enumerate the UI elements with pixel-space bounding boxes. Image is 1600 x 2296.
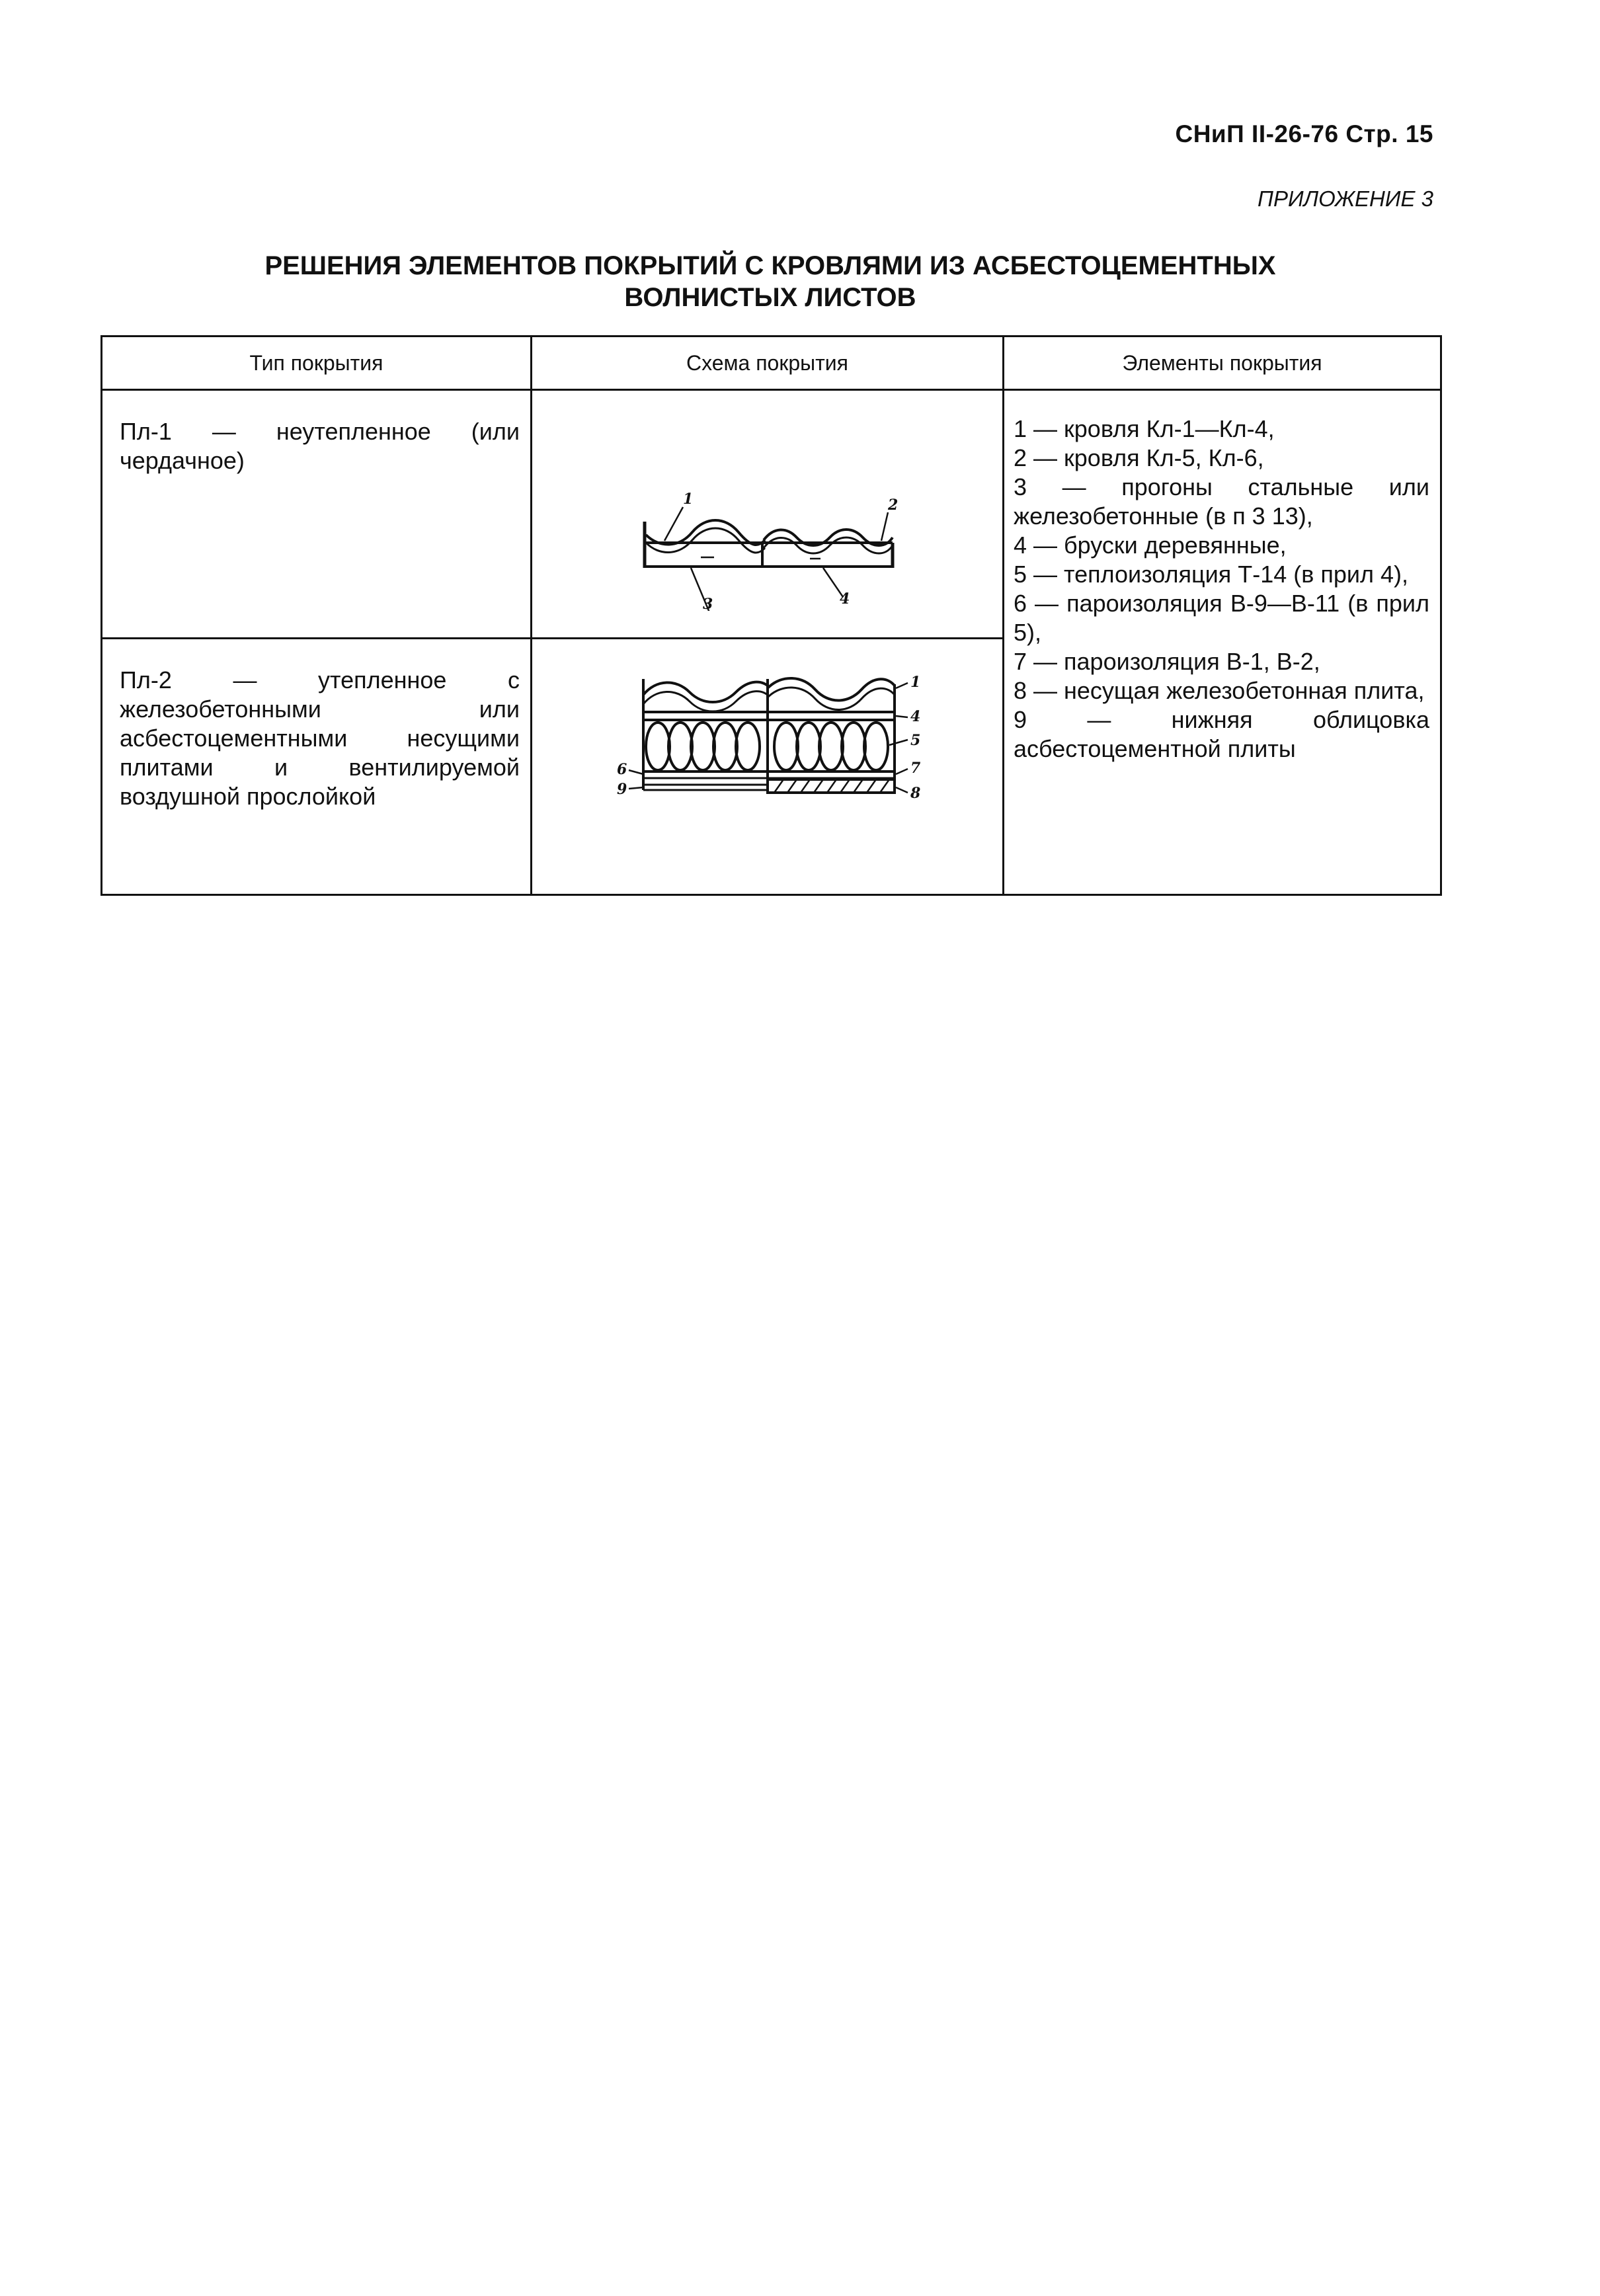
appendix-label: ПРИЛОЖЕНИЕ 3 bbox=[1258, 186, 1433, 211]
scheme2-label-4: 4 bbox=[910, 708, 921, 725]
page-title bbox=[99, 250, 1441, 313]
title-line-1: РЕШЕНИЯ ЭЛЕМЕНТОВ ПОКРЫТИЙ С КРОВЛЯМИ ИЗ АСБЕСТОЦЕМЕНТНЫХ bbox=[264, 251, 1276, 280]
scheme2-label-9: 9 bbox=[617, 781, 627, 798]
scheme-cell-pl2 bbox=[532, 639, 1004, 895]
table-row bbox=[102, 390, 1441, 639]
element-item-5: 5 — теплоизоляция Т-14 (в прил 4), bbox=[1014, 561, 1409, 588]
element-item-8: 8 — несущая железобетонная плита, bbox=[1014, 677, 1425, 704]
column-header-type: Тип покрытия bbox=[102, 336, 532, 390]
document-reference: СНиП II-26-76 Стр. 15 bbox=[1175, 120, 1433, 147]
roof-type-pl1: Пл-1 — неутепленное (или чердачное) bbox=[102, 390, 532, 639]
scheme2-label-5: 5 bbox=[910, 732, 921, 749]
scheme1-label-4: 4 bbox=[840, 590, 850, 608]
scheme-cell-pl1 bbox=[532, 390, 1004, 639]
title-line-2: ВОЛНИСТЫХ ЛИСТОВ bbox=[624, 283, 916, 312]
scheme2-label-8: 8 bbox=[910, 785, 921, 802]
scheme-pl2-diagram bbox=[532, 639, 1004, 867]
element-item-6: 6 — пароизоляция В-9—В-11 (в прил 5), bbox=[1014, 590, 1429, 646]
scheme1-label-3: 3 bbox=[703, 596, 713, 611]
roof-solutions-table bbox=[100, 335, 1442, 896]
element-item-4: 4 — бруски деревянные, bbox=[1014, 532, 1287, 559]
scheme2-label-1: 1 bbox=[910, 674, 921, 691]
scheme2-label-6: 6 bbox=[617, 761, 627, 778]
roof-type-pl2: Пл-2 — утепленное с железобетонными или асбестоцементными несущими плитами и вентилируемой воздушной прослойкой bbox=[102, 639, 532, 895]
element-item-1: 1 — кровля Кл-1—Кл-4, bbox=[1014, 415, 1275, 442]
table-header-row bbox=[102, 336, 1441, 390]
element-item-2: 2 — кровля Кл-5, Кл-6, bbox=[1014, 444, 1264, 471]
scheme1-label-1: 1 bbox=[683, 491, 694, 508]
elements-list bbox=[1004, 390, 1441, 895]
element-item-7: 7 — пароизоляция В-1, В-2, bbox=[1014, 648, 1320, 675]
scheme-pl1-diagram bbox=[532, 391, 1004, 611]
column-header-elements: Элементы покрытия bbox=[1004, 336, 1441, 390]
element-item-9: 9 — нижняя облицовка асбестоцементной плиты bbox=[1014, 706, 1429, 762]
scheme1-label-2: 2 bbox=[888, 496, 899, 514]
element-item-3: 3 — прогоны стальные или железобетонные (в п 3 13), bbox=[1014, 473, 1429, 530]
column-header-scheme: Схема покрытия bbox=[532, 336, 1004, 390]
scheme2-label-7: 7 bbox=[910, 760, 921, 777]
